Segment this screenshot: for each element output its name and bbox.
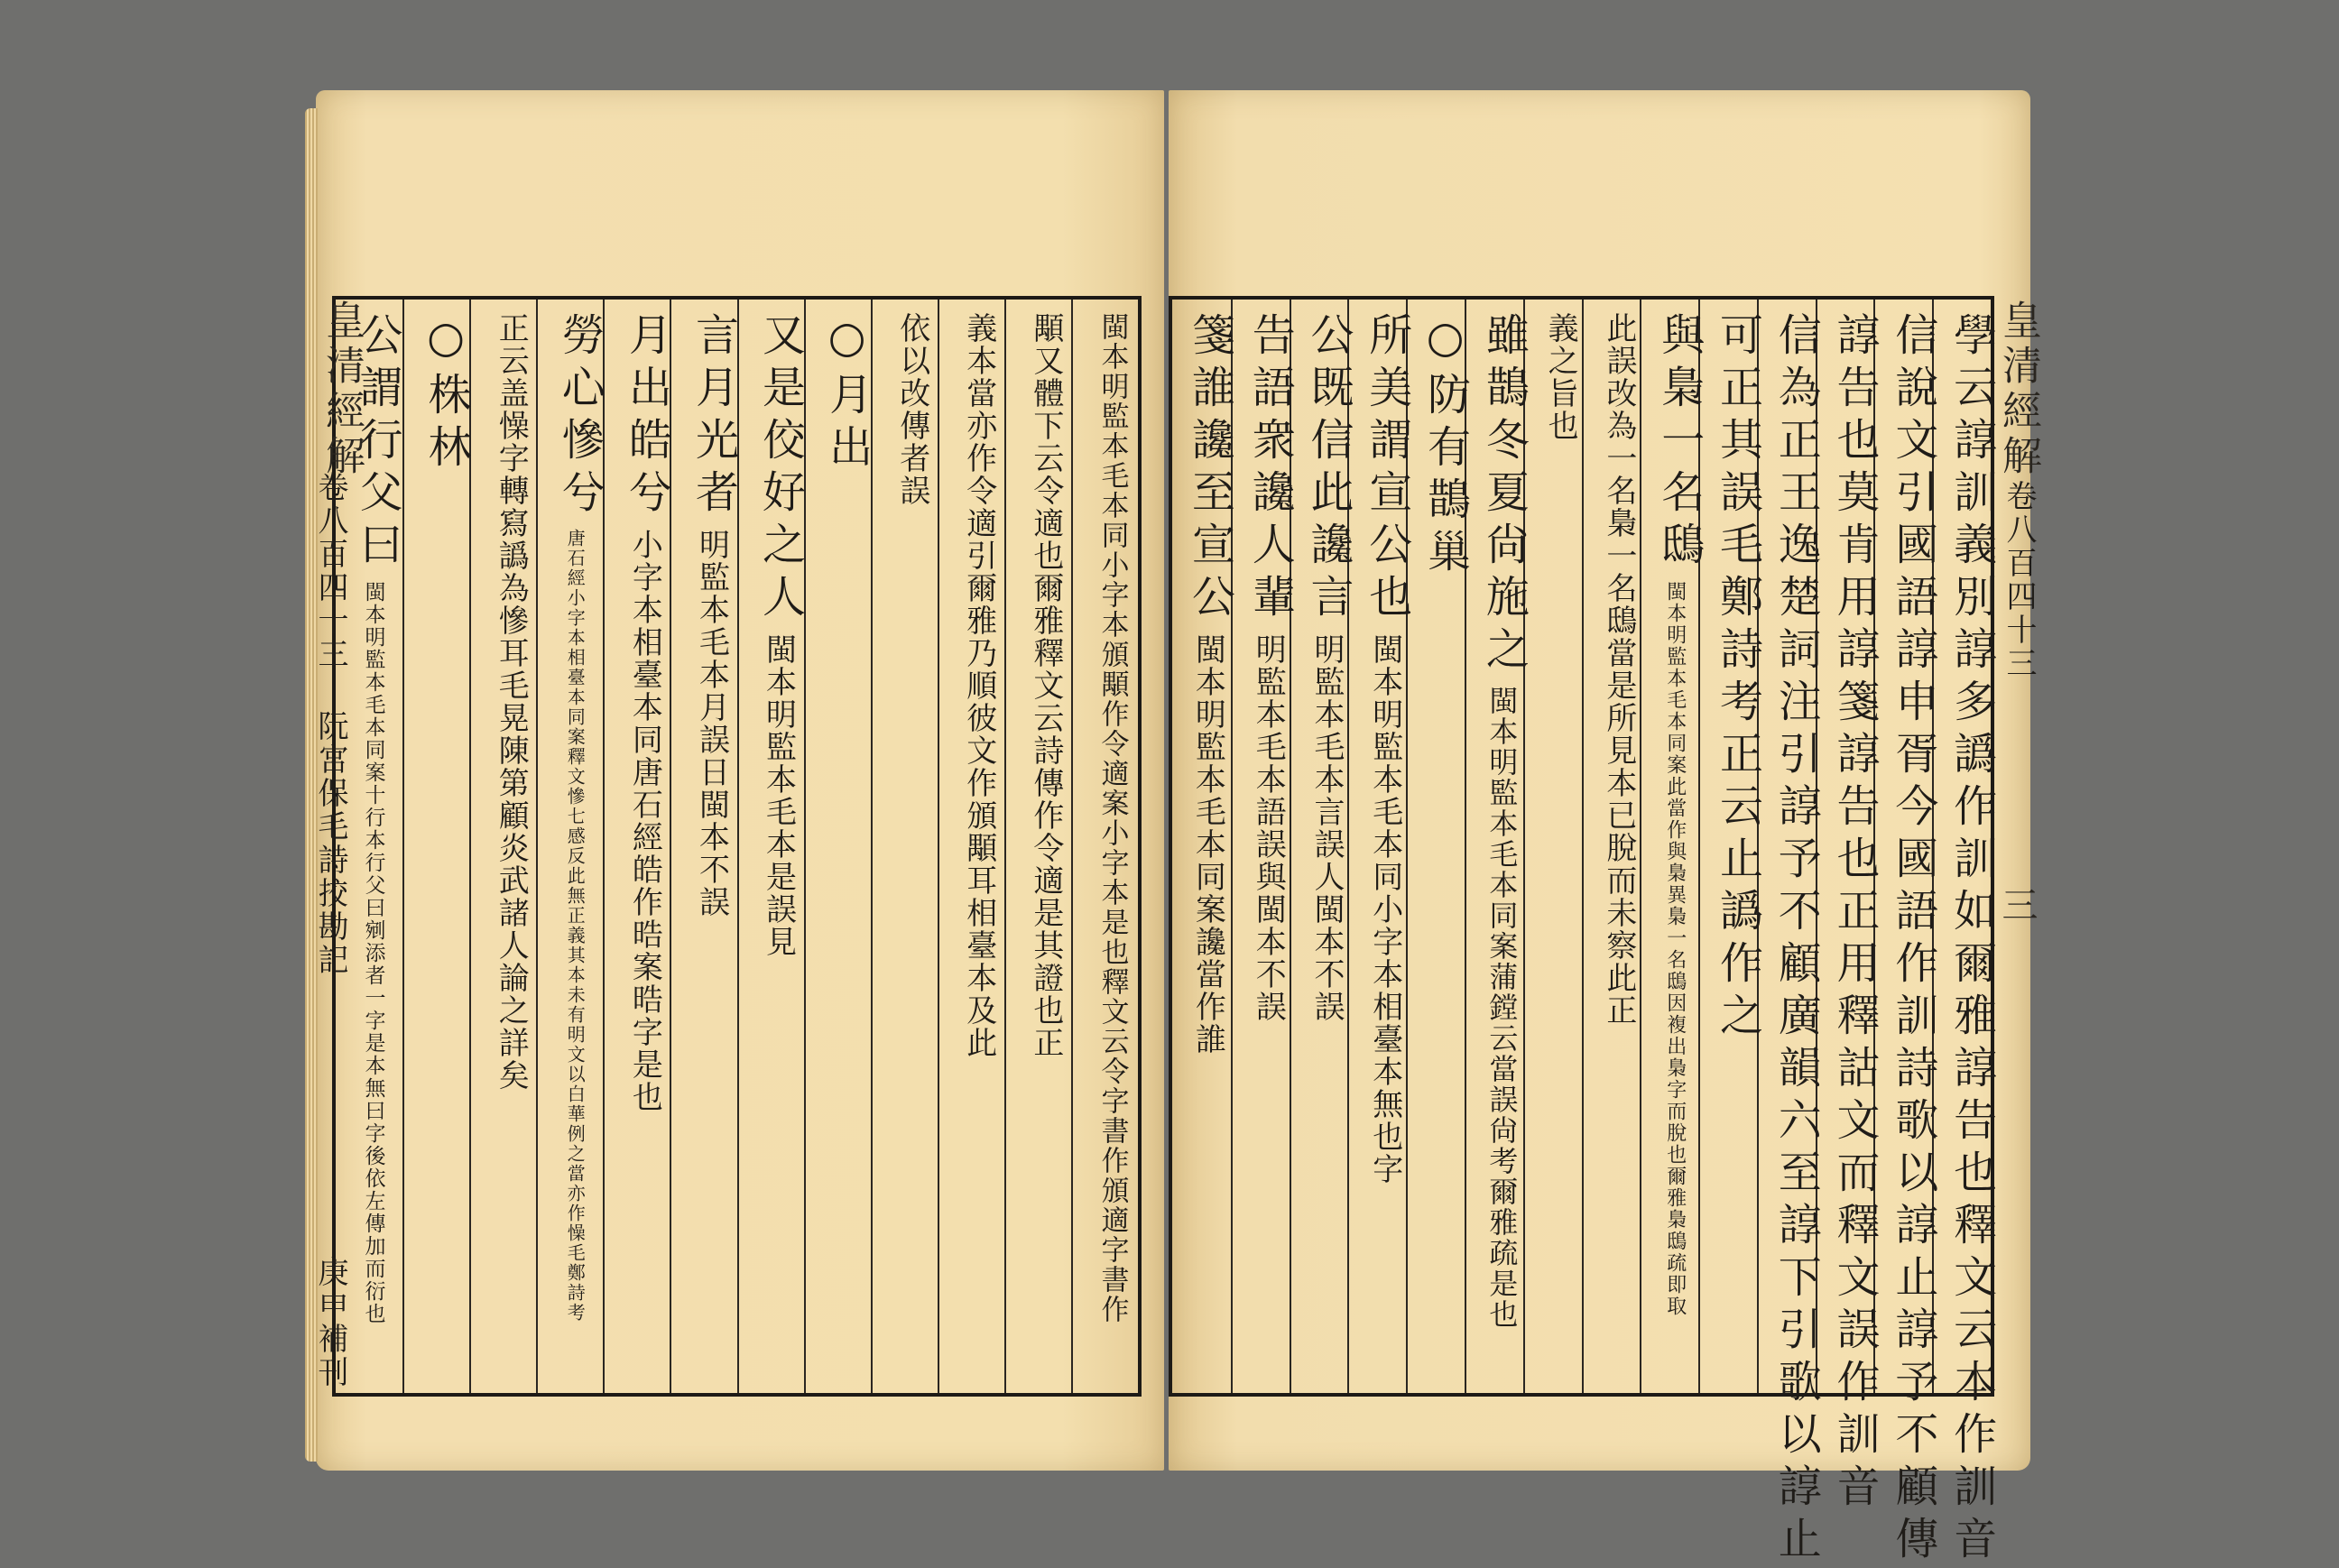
left-column-heading: 言月光者 (688, 312, 739, 521)
left-column-note: 依以改傳者誤 (893, 312, 930, 507)
left-column-note: 義本當亦作令適引爾雅乃順彼文作頒顒耳相臺本及此 (960, 312, 997, 1059)
right-column-note: 此誤改為一名梟一名鴟當是所見本已脫而未察此正 (1600, 312, 1637, 1027)
right-column-note: 閩本明監本毛本同案讒當作誰 (1189, 633, 1226, 1056)
right-column-note: 閩本明監本毛本同小字本相臺本無也字 (1366, 633, 1403, 1185)
right-column-note: 明監本毛本語誤與閩本不誤 (1250, 633, 1287, 1023)
left-column-note: 閩本明監本毛本是誤見 (760, 633, 797, 958)
right-column-heading: 所美謂宣公也 (1361, 312, 1412, 626)
right-column-heading: ○防有鵲巢 (1419, 312, 1471, 581)
right-column-heading: 與梟一名鴟 (1653, 312, 1705, 574)
left-column-note: 顒又體下云令適也爾雅釋文云詩傳作令適是其證也正 (1027, 312, 1064, 1059)
left-column-heading: 勞心慘兮 (554, 312, 606, 521)
right-column-heading: 可正其誤毛鄭詩考正云止譌作之 (1712, 312, 1763, 1045)
page-number: 三 (1996, 886, 2038, 922)
left-column-note: 閩本明監本毛本同小字本頒顒作令適案小字本是也釋文云令字書作頒適字書作 (1096, 312, 1129, 1324)
left-margin-volume: 卷八百四十三 阮宮保毛詩挍勘記 (312, 471, 348, 977)
right-text-frame (1169, 296, 2041, 1568)
right-column-note: 閩本明監本毛本同案此當作與梟異梟一名鴟因複出梟字而脫也爾雅梟鴟疏即取 (1663, 581, 1687, 1317)
right-column-heading: 學云諄訓義別諄多譌作訓如爾雅諄告也釋文云本作訓音 (1946, 312, 1997, 1568)
left-column-note: 唐石經小字本相臺本同案釋文慘七感反此無正義其本未有明文以白華例之當亦作懆毛鄭詩考 (564, 529, 587, 1323)
left-column-heading: 月出皓兮 (621, 312, 672, 521)
left-column (871, 300, 938, 1393)
left-column-note: 明監本毛本月誤日閩本不誤 (693, 529, 730, 918)
left-column (402, 300, 472, 1393)
left-column (938, 300, 1004, 1393)
right-column (1172, 300, 1235, 1393)
right-column-heading: 箋誰讒至宣公 (1184, 312, 1235, 626)
left-column (336, 300, 402, 1393)
left-column (1071, 300, 1138, 1393)
left-column (804, 300, 871, 1393)
left-column-heading: 公謂行父曰 (352, 312, 403, 574)
right-column (1640, 300, 1705, 1393)
right-margin-title: 皇清經解 (1995, 300, 2041, 480)
left-column-heading: ○株林 (421, 312, 472, 476)
right-column-note: 閩本明監本毛本同案蒲鏜云當誤尙考爾雅疏是也 (1484, 686, 1520, 1330)
left-page (312, 90, 1164, 1471)
left-column (1004, 300, 1071, 1393)
right-column-heading: 諄告也莫肯用諄箋諄告也正用釋詁文而釋文誤作訓音 (1829, 312, 1881, 1516)
right-column-heading: 信為正王逸楚詞注引諄予不顧廣韻六至諄下引歌以諄止 (1770, 312, 1822, 1568)
open-book (312, 90, 2041, 1568)
right-page (1169, 90, 2041, 1568)
right-column (1582, 300, 1641, 1393)
right-column-heading: 公既信此讒言 (1302, 312, 1354, 626)
left-margin-footer: 庚申補刊 (312, 1256, 348, 1389)
right-column-heading: 信說文引國語諄申胥今國語作訓詩歌以諄止諄予不顧傳 (1887, 312, 1938, 1568)
right-column-note: 明監本毛本言誤人閩本不誤 (1308, 633, 1345, 1023)
right-column-note: 義之旨也 (1542, 312, 1579, 442)
left-column-heading: ○月出 (821, 312, 873, 476)
left-column (670, 300, 739, 1393)
left-column (737, 300, 804, 1393)
left-column-note: 小字本相臺本同唐石經皓作晧案晧字是也 (626, 529, 663, 1113)
left-column-note: 閩本明監本毛本同案十行本行父曰剜添者一字是本無曰字後依左傳加而衍也 (361, 581, 385, 1325)
left-column (469, 300, 536, 1393)
left-margin-title: 皇清經解 (319, 300, 365, 480)
right-column-heading: 雖鵲冬夏尙施之 (1478, 312, 1530, 678)
left-text-frame (312, 296, 1142, 1397)
left-column (536, 300, 606, 1393)
left-column-note: 正云盖懆字轉寫譌為慘耳毛晃陳第顧炎武諸人論之詳矣 (493, 312, 530, 1092)
right-margin-volume: 卷八百四十三 (2001, 480, 2037, 680)
left-column-heading: 又是佼好之人 (754, 312, 806, 626)
right-column-heading: 告語衆讒人輩 (1244, 312, 1296, 626)
left-column (603, 300, 670, 1393)
